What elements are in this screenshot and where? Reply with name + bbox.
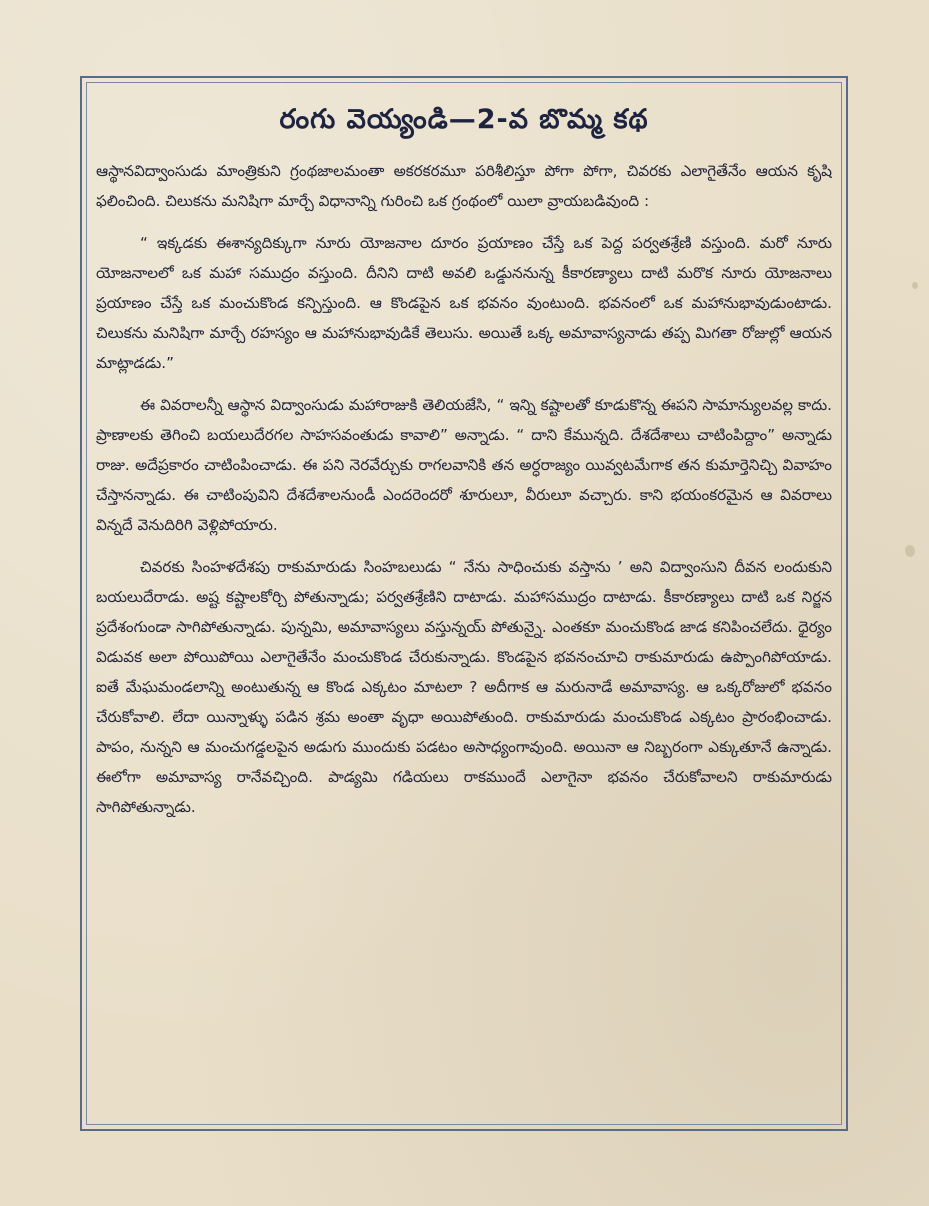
paragraph-2: “ ఇక్కడకు ఈశాన్యదిక్కుగా నూరు యోజనాల దూరం ప్రయాణం చేస్తే ఒక పెద్ద పర్వతశ్రేణి వస్తుంది. మరో నూరు యోజనాలలో ఒక మహా సముద్రం వస్తుంది. దీనిని దాటి అవలి ఒడ్డుననున్న కీకారణ్యాలు దాటి మరొక నూరు యోజనాలు ప్రయాణం చేస్తే ఒక మంచుకొండ కన్పిస్తుంది. ఆ కొండపైన ఒక భవనం వుంటుంది. భవనంలో ఒక మహానుభావుడుంటాడు. చిలుకను మనిషిగా మార్చే రహస్యం ఆ మహానుభావుడికే తెలుసు. అయితే ఒక్క అమావాస్యనాడు తప్ప మిగతా రోజుల్లో ఆయన మాట్లాడడు.” xyxy=(96,234,832,372)
paper-spot xyxy=(912,282,918,289)
story-title: రంగు వెయ్యండి—2-వ బొమ్మ కథ xyxy=(279,104,649,135)
paragraph-3: ఈ వివరాలన్నీ ఆస్థాన విద్వాంసుడు మహారాజుకి తెలియజేసి, “ ఇన్ని కష్టాలతో కూడుకొన్న ఈపని సామాన్యులవల్ల కాదు. ప్రాణాలకు తెగించి బయలుదేరగల సాహసవంతుడు కావాలి” అన్నాడు. “ దాని కేమున్నది. దేశదేశాలు చాటింపిద్దాం” అన్నాడు రాజు. అదేప్రకారం చాటింపించాడు. ఈ పని నెరవేర్చుకు రాగలవానికి తన అర్ధరాజ్యం యివ్వటమేగాక తన కుమార్తెనిచ్చి వివాహం చేస్తానన్నాడు. ఈ చాటింపువిని దేశదేశాలనుండీ ఎందరెందరో శూరులూ, వీరులూ వచ్చారు. కాని భయంకరమైన ఆ వివరాలు విన్నదే వెనుదిరిగి వెళ్లిపోయారు. xyxy=(96,396,832,534)
paragraph-1: ఆస్థానవిద్వాంసుడు మాంత్రికుని గ్రంథజాలమంతా అకరకరమూ పరిశీలిస్తూ పోగా పోగా, చివరకు ఎలాగైతేనేం ఆయన కృషి ఫలించింది. చిలుకను మనిషిగా మార్చే విధానాన్ని గురించి ఒక గ్రంథంలో యిలా వ్రాయబడివుంది : xyxy=(96,162,832,210)
paper-spot xyxy=(905,545,915,557)
story-content xyxy=(96,92,832,1114)
paragraph-4: చివరకు సింహళదేశపు రాకుమారుడు సింహబలుడు “ నేను సాధించుకు వస్తాను ’ అని విద్వాంసుని దీవన లందుకుని బయలుదేరాడు. అష్ట కష్టాలకోర్చి పోతున్నాడు; పర్వతశ్రేణిని దాటాడు. మహాసముద్రం దాటాడు. కీకారణ్యాలు దాటి ఒక నిర్జన ప్రదేశంగుండా సాగిపోతున్నాడు. పున్నమి, అమావాస్యలు వస్తున్నయ్ పోతున్నై. ఎంతకూ మంచుకొండ జాడ కనిపించలేదు. ధైర్యం విడువక అలా పోయిపోయి ఎలాగైతేనేం మంచుకొండ చేరుకున్నాడు. కొండపైన భవనంచూచి రాకుమారుడు ఉప్పొంగిపోయాడు. ఐతే మేఘమండలాన్ని అంటుతున్న ఆ కొండ ఎక్కటం మాటలా ? అదీగాక ఆ మరునాడే అమావాస్య. ఆ ఒక్కరోజులో భవనం చేరుకోవాలి. లేదా యిన్నాళ్ళు పడిన శ్రమ అంతా వృధా అయిపోతుంది. రాకుమారుడు మంచుకొండ ఎక్కటం ప్రారంభించాడు. పాపం, నున్నని ఆ మంచుగడ్డలపైన అడుగు ముందుకు పడటం అసాధ్యంగావుంది. అయినా ఆ నిబ్బరంగా ఎక్కుతూనే ఉన్నాడు. ఈలోగా అమావాస్య రానేవచ్చింది. పాడ్యమి గడియలు రాకముందే ఎలాగైనా భవనం చేరుకోవాలని రాకుమారుడు సాగిపోతున్నాడు. xyxy=(96,558,832,816)
